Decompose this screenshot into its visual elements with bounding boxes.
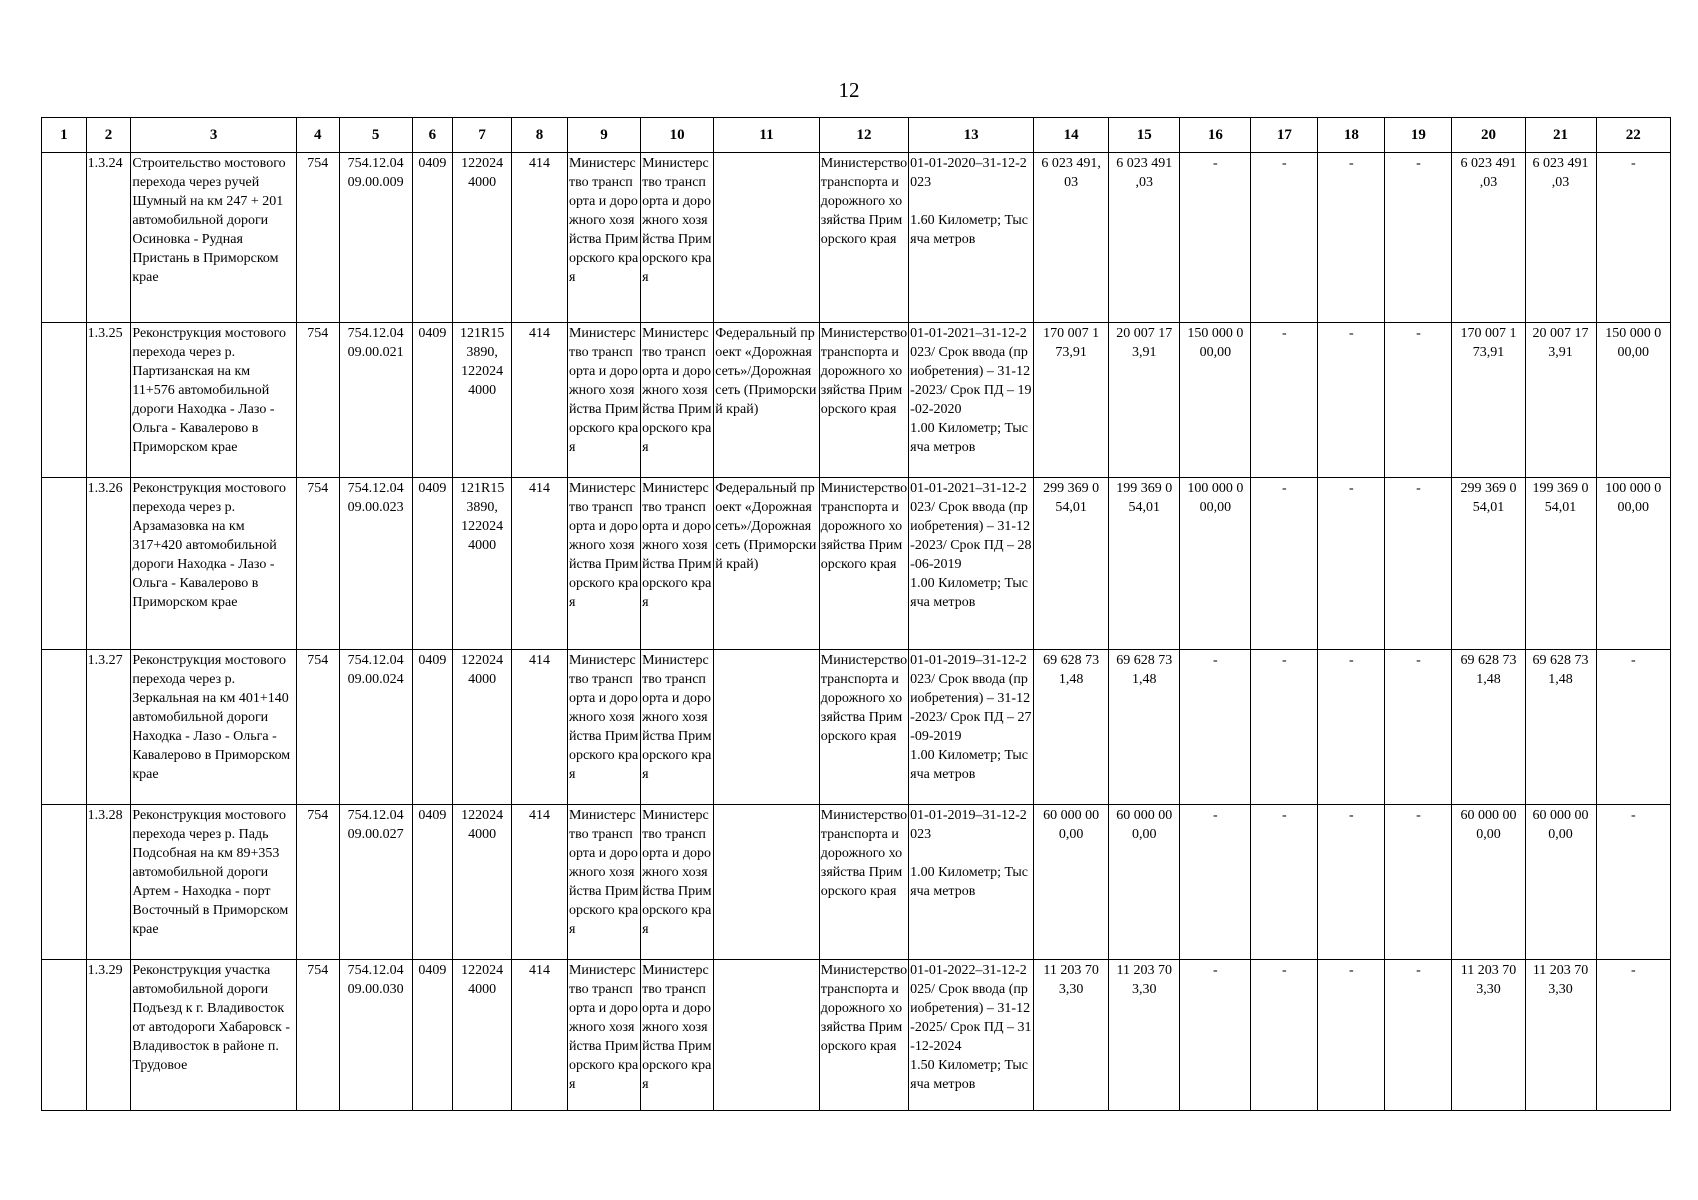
column-header: 19 <box>1385 118 1452 153</box>
page-number: 12 <box>838 78 860 102</box>
cell-amount: 299 369 0 54,01 <box>1452 478 1525 650</box>
cell-amount: 199 369 0 54,01 <box>1525 478 1596 650</box>
cell-expense-type: 414 <box>512 650 568 805</box>
cell-responsible: Министерство транспорта и дорожного хозяйства Приморского края <box>567 650 640 805</box>
cell-object-code: 754.12.04 09.00.023 <box>339 478 412 650</box>
cell-project <box>714 153 820 323</box>
cell-target-article: 121R15 3890, 122024 4000 <box>453 478 512 650</box>
column-header: 2 <box>86 118 131 153</box>
cell-amount: - <box>1318 960 1385 1111</box>
cell-amount: - <box>1385 153 1452 323</box>
column-header: 16 <box>1180 118 1251 153</box>
cell-terms: 01-01-2019–31-12-2023/ Срок ввода (приобретения) – 31-12-2023/ Срок ПД – 27-09-2019 1.00 Километр; Тысяча метров <box>909 650 1034 805</box>
cell-amount: 69 628 73 1,48 <box>1109 650 1180 805</box>
cell-code: 754 <box>296 478 339 650</box>
cell-customer: Министерство транспорта и дорожного хозяйства Приморского края <box>641 478 714 650</box>
cell-amount: 100 000 0 00,00 <box>1596 478 1670 650</box>
column-header: 14 <box>1034 118 1109 153</box>
cell-project: Федеральный проект «Дорожная сеть»/Дорожная сеть (Приморский край) <box>714 323 820 478</box>
cell-amount: - <box>1318 323 1385 478</box>
cell-developer: Министерство транспорта и дорожного хозяйства Приморского края <box>819 805 908 960</box>
cell-terms: 01-01-2021–31-12-2023/ Срок ввода (приобретения) – 31-12-2023/ Срок ПД – 19-02-2020 1.00 Километр; Тысяча метров <box>909 323 1034 478</box>
cell-amount: 6 023 491 ,03 <box>1525 153 1596 323</box>
cell-index <box>42 650 87 805</box>
cell-amount: - <box>1180 650 1251 805</box>
cell-code: 754 <box>296 153 339 323</box>
cell-target-article: 121R15 3890, 122024 4000 <box>453 323 512 478</box>
column-header: 3 <box>131 118 297 153</box>
cell-amount: - <box>1318 478 1385 650</box>
cell-developer: Министерство транспорта и дорожного хозяйства Приморского края <box>819 323 908 478</box>
column-header: 5 <box>339 118 412 153</box>
cell-amount: 60 000 00 0,00 <box>1109 805 1180 960</box>
cell-developer: Министерство транспорта и дорожного хозяйства Приморского края <box>819 478 908 650</box>
cell-amount: - <box>1318 805 1385 960</box>
cell-developer: Министерство транспорта и дорожного хозяйства Приморского края <box>819 960 908 1111</box>
cell-object-code: 754.12.04 09.00.021 <box>339 323 412 478</box>
cell-amount: - <box>1251 960 1318 1111</box>
table-row <box>42 153 1671 323</box>
cell-customer: Министерство транспорта и дорожного хозяйства Приморского края <box>641 650 714 805</box>
cell-item-number: 1.3.28 <box>86 805 131 960</box>
table-row <box>42 960 1671 1111</box>
cell-responsible: Министерство транспорта и дорожного хозяйства Приморского края <box>567 478 640 650</box>
cell-responsible: Министерство транспорта и дорожного хозяйства Приморского края <box>567 153 640 323</box>
column-header: 13 <box>909 118 1034 153</box>
cell-amount: 6 023 491, 03 <box>1034 153 1109 323</box>
cell-project <box>714 960 820 1111</box>
cell-amount: - <box>1385 650 1452 805</box>
cell-amount: - <box>1596 805 1670 960</box>
column-header: 10 <box>641 118 714 153</box>
cell-code: 754 <box>296 805 339 960</box>
cell-item-number: 1.3.29 <box>86 960 131 1111</box>
cell-object-name: Реконструкция мостового перехода через р. Зеркальная на км 401+140 автомобильной дороги Находка - Лазо - Ольга - Кавалерово в Приморском крае <box>131 650 297 805</box>
cell-expense-type: 414 <box>512 478 568 650</box>
cell-terms: 01-01-2021–31-12-2023/ Срок ввода (приобретения) – 31-12-2023/ Срок ПД – 28-06-2019 1.00 Километр; Тысяча метров <box>909 478 1034 650</box>
cell-amount: 100 000 0 00,00 <box>1180 478 1251 650</box>
cell-amount: 11 203 70 3,30 <box>1034 960 1109 1111</box>
cell-amount: 60 000 00 0,00 <box>1034 805 1109 960</box>
cell-amount: 11 203 70 3,30 <box>1452 960 1525 1111</box>
cell-project <box>714 805 820 960</box>
cell-responsible: Министерство транспорта и дорожного хозяйства Приморского края <box>567 805 640 960</box>
table-row <box>42 650 1671 805</box>
table-row <box>42 478 1671 650</box>
cell-section-code: 0409 <box>412 650 453 805</box>
cell-target-article: 122024 4000 <box>453 805 512 960</box>
cell-amount: 60 000 00 0,00 <box>1452 805 1525 960</box>
cell-terms: 01-01-2019–31-12-2023 1.00 Километр; Тысяча метров <box>909 805 1034 960</box>
cell-customer: Министерство транспорта и дорожного хозяйства Приморского края <box>641 805 714 960</box>
cell-terms: 01-01-2020–31-12-2023 1.60 Километр; Тысяча метров <box>909 153 1034 323</box>
cell-amount: - <box>1318 650 1385 805</box>
cell-expense-type: 414 <box>512 960 568 1111</box>
cell-terms: 01-01-2022–31-12-2025/ Срок ввода (приобретения) – 31-12-2025/ Срок ПД – 31-12-2024 1.50 Километр; Тысяча метров <box>909 960 1034 1111</box>
column-header: 11 <box>714 118 820 153</box>
cell-object-code: 754.12.04 09.00.030 <box>339 960 412 1111</box>
cell-amount: 170 007 1 73,91 <box>1452 323 1525 478</box>
cell-amount: - <box>1251 323 1318 478</box>
cell-object-name: Реконструкция мостового перехода через р. Падь Подсобная на км 89+353 автомобильной дороги Артем - Находка - порт Восточный в Приморском крае <box>131 805 297 960</box>
data-table <box>41 117 1671 1111</box>
column-header: 21 <box>1525 118 1596 153</box>
cell-amount: 6 023 491 ,03 <box>1109 153 1180 323</box>
cell-object-name: Реконструкция участка автомобильной дороги Подъезд к г. Владивосток от автодороги Хабаровск - Владивосток в районе п. Трудовое <box>131 960 297 1111</box>
cell-index <box>42 323 87 478</box>
cell-object-name: Строительство мостового перехода через ручей Шумный на км 247 + 201 автомобильной дороги Осиновка - Рудная Пристань в Приморском крае <box>131 153 297 323</box>
cell-expense-type: 414 <box>512 153 568 323</box>
cell-amount: 11 203 70 3,30 <box>1109 960 1180 1111</box>
cell-amount: 11 203 70 3,30 <box>1525 960 1596 1111</box>
cell-section-code: 0409 <box>412 960 453 1111</box>
cell-amount: - <box>1318 153 1385 323</box>
cell-item-number: 1.3.26 <box>86 478 131 650</box>
column-header: 7 <box>453 118 512 153</box>
cell-amount: 6 023 491 ,03 <box>1452 153 1525 323</box>
cell-section-code: 0409 <box>412 323 453 478</box>
cell-index <box>42 153 87 323</box>
cell-item-number: 1.3.25 <box>86 323 131 478</box>
cell-amount: - <box>1596 650 1670 805</box>
cell-customer: Министерство транспорта и дорожного хозяйства Приморского края <box>641 960 714 1111</box>
cell-object-code: 754.12.04 09.00.027 <box>339 805 412 960</box>
column-header: 6 <box>412 118 453 153</box>
cell-amount: - <box>1385 805 1452 960</box>
cell-section-code: 0409 <box>412 153 453 323</box>
cell-amount: - <box>1251 153 1318 323</box>
cell-amount: 69 628 73 1,48 <box>1452 650 1525 805</box>
cell-target-article: 122024 4000 <box>453 650 512 805</box>
cell-amount: - <box>1596 153 1670 323</box>
cell-object-code: 754.12.04 09.00.009 <box>339 153 412 323</box>
cell-object-name: Реконструкция мостового перехода через р. Арзамазовка на км 317+420 автомобильной дороги Находка - Лазо - Ольга - Кавалерово в Приморском крае <box>131 478 297 650</box>
cell-developer: Министерство транспорта и дорожного хозяйства Приморского края <box>819 650 908 805</box>
cell-amount: 150 000 0 00,00 <box>1180 323 1251 478</box>
cell-amount: 199 369 0 54,01 <box>1109 478 1180 650</box>
cell-amount: - <box>1180 153 1251 323</box>
column-header: 12 <box>819 118 908 153</box>
cell-amount: - <box>1180 960 1251 1111</box>
column-header: 22 <box>1596 118 1670 153</box>
column-header: 18 <box>1318 118 1385 153</box>
table-row <box>42 323 1671 478</box>
column-header: 20 <box>1452 118 1525 153</box>
cell-amount: - <box>1251 478 1318 650</box>
cell-amount: 170 007 1 73,91 <box>1034 323 1109 478</box>
cell-amount: - <box>1596 960 1670 1111</box>
cell-amount: 150 000 0 00,00 <box>1596 323 1670 478</box>
cell-target-article: 122024 4000 <box>453 153 512 323</box>
cell-amount: 69 628 73 1,48 <box>1034 650 1109 805</box>
cell-project <box>714 650 820 805</box>
cell-target-article: 122024 4000 <box>453 960 512 1111</box>
cell-object-name: Реконструкция мостового перехода через р. Партизанская на км 11+576 автомобильной дороги Находка - Лазо - Ольга - Кавалерово в Приморском крае <box>131 323 297 478</box>
cell-section-code: 0409 <box>412 478 453 650</box>
cell-index <box>42 960 87 1111</box>
column-header: 4 <box>296 118 339 153</box>
cell-expense-type: 414 <box>512 805 568 960</box>
cell-amount: 60 000 00 0,00 <box>1525 805 1596 960</box>
cell-object-code: 754.12.04 09.00.024 <box>339 650 412 805</box>
cell-index <box>42 805 87 960</box>
cell-section-code: 0409 <box>412 805 453 960</box>
cell-item-number: 1.3.24 <box>86 153 131 323</box>
cell-customer: Министерство транспорта и дорожного хозяйства Приморского края <box>641 323 714 478</box>
cell-amount: - <box>1385 960 1452 1111</box>
cell-amount: - <box>1385 478 1452 650</box>
cell-code: 754 <box>296 323 339 478</box>
cell-amount: 20 007 17 3,91 <box>1525 323 1596 478</box>
cell-amount: - <box>1251 650 1318 805</box>
cell-code: 754 <box>296 960 339 1111</box>
cell-expense-type: 414 <box>512 323 568 478</box>
cell-responsible: Министерство транспорта и дорожного хозяйства Приморского края <box>567 323 640 478</box>
cell-amount: - <box>1180 805 1251 960</box>
cell-amount: 69 628 73 1,48 <box>1525 650 1596 805</box>
column-header: 8 <box>512 118 568 153</box>
cell-index <box>42 478 87 650</box>
header-row <box>42 118 1671 153</box>
table-row <box>42 805 1671 960</box>
cell-project: Федеральный проект «Дорожная сеть»/Дорожная сеть (Приморский край) <box>714 478 820 650</box>
cell-amount: - <box>1251 805 1318 960</box>
column-header: 17 <box>1251 118 1318 153</box>
cell-developer: Министерство транспорта и дорожного хозяйства Приморского края <box>819 153 908 323</box>
cell-item-number: 1.3.27 <box>86 650 131 805</box>
cell-amount: 299 369 0 54,01 <box>1034 478 1109 650</box>
cell-responsible: Министерство транспорта и дорожного хозяйства Приморского края <box>567 960 640 1111</box>
column-header: 1 <box>42 118 87 153</box>
cell-customer: Министерство транспорта и дорожного хозяйства Приморского края <box>641 153 714 323</box>
column-header: 9 <box>567 118 640 153</box>
cell-code: 754 <box>296 650 339 805</box>
cell-amount: 20 007 17 3,91 <box>1109 323 1180 478</box>
column-header: 15 <box>1109 118 1180 153</box>
cell-amount: - <box>1385 323 1452 478</box>
